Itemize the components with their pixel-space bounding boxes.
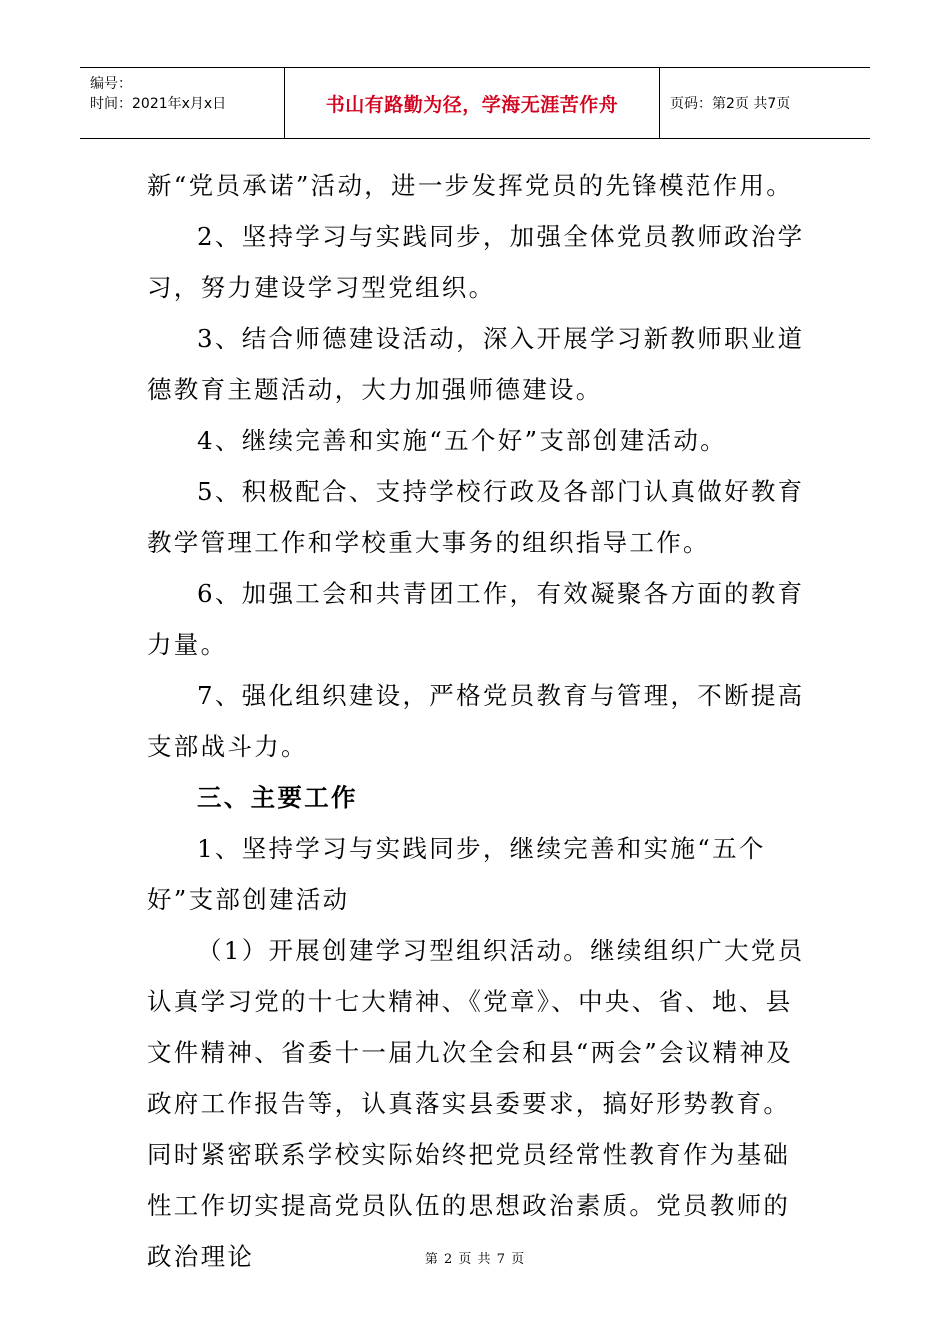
paragraph: 3、结合师德建设活动，深入开展学习新教师职业道德教育主题活动，大力加强师德建设。	[147, 324, 805, 404]
paragraph: 6、加强工会和共青团工作，有效凝聚各方面的教育力量。	[147, 579, 805, 659]
header-meta	[80, 68, 284, 138]
number-label: 编号：	[90, 76, 132, 92]
header-motto: 书山有路勤为径，学海无涯苦作舟	[284, 68, 660, 138]
paragraph: 7、强化组织建设，严格党员教育与管理，不断提高支部战斗力。	[147, 681, 805, 761]
paragraph: 1、坚持学习与实践同步，继续完善和实施“五个好”支部创建活动	[147, 834, 766, 914]
paragraph: （1）开展创建学习型组织活动。继续组织广大党员认真学习党的十七大精神、《党章》、中央、省、地、县文件精神、省委十一届九次全会和县“两会”会议精神及政府工作报告等，认真落实县委要求，搞好形势教育。同时紧密联系学校实际始终把党员经常性教育作为基础性工作切实提高党员队伍的思想政治素质。党员教师的政治理论	[147, 936, 805, 1271]
paragraph: 2、坚持学习与实践同步，加强全体党员教师政治学习，努力建设学习型党组织。	[147, 222, 805, 302]
paragraph: 4、继续完善和实施“五个好”支部创建活动。	[197, 426, 727, 455]
paragraph: 新“党员承诺”活动，进一步发挥党员的先锋模范作用。	[147, 171, 794, 200]
document-body	[147, 160, 807, 1282]
page-footer: 第 2 页 共 7 页	[424, 1252, 526, 1267]
page-header	[80, 67, 870, 139]
section-heading: 三、主要工作	[197, 783, 358, 812]
header-page-info: 页码：第2页 共7页	[670, 96, 791, 112]
time-label: 时间：2021年x月x日	[90, 96, 227, 112]
paragraph: 5、积极配合、支持学校行政及各部门认真做好教育教学管理工作和学校重大事务的组织指导工作。	[147, 477, 805, 557]
